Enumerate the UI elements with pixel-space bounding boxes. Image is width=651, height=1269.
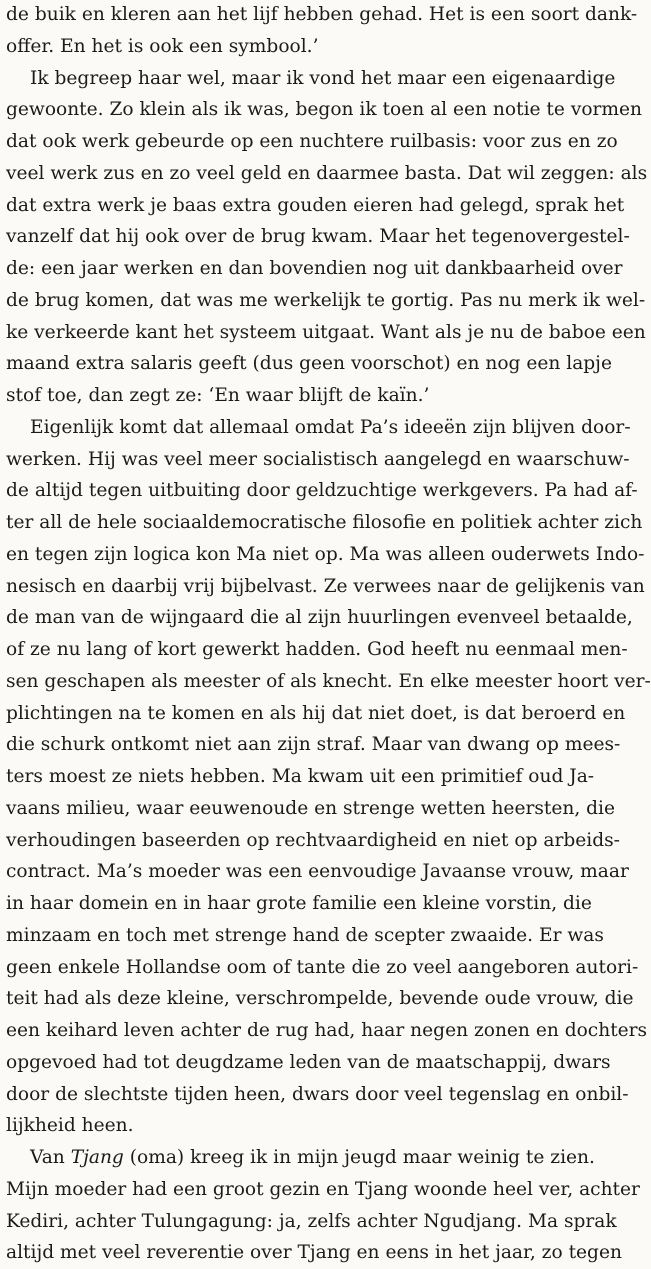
- text-line: sen geschapen als meester of als knecht. En elke meester hoort ver-: [6, 670, 651, 692]
- text-line: of ze nu lang of kort gewerkt hadden. God heeft nu eenmaal men-: [6, 639, 628, 660]
- text-line: de: een jaar werken en dan bovendien nog uit dankbaarheid over: [6, 258, 623, 279]
- text-line: Eigenlijk komt dat allemaal omdat Pa’s ideeën zijn blijven door-: [30, 416, 631, 438]
- text-line: nesisch en daarbij vrij bijbelvast. Ze verwees naar de gelijkenis van: [6, 575, 645, 597]
- text-line: dat extra werk je baas extra gouden eieren had gelegd, sprak het: [6, 194, 625, 216]
- text-line: ter all de hele sociaaldemocratische filosofie en politiek achter zich: [6, 512, 643, 533]
- book-page: [6, 0, 651, 1264]
- text-line: vaans milieu, waar eeuwenoude en strenge wetten heersten, die: [6, 797, 615, 819]
- text-line: veel werk zus en zo veel geld en daarmee basta. Dat wil zeggen: als: [6, 162, 648, 184]
- text-line: de brug komen, dat was me werkelijk te gortig. Pas nu merk ik wel-: [6, 289, 646, 311]
- italic-word: Tjang: [70, 1147, 124, 1168]
- text-line: geen enkele Hollandse oom of tante die zo veel aangeboren autori-: [6, 956, 639, 978]
- text-line: werken. Hij was veel meer socialistisch aangelegd en waarschuw-: [6, 448, 630, 470]
- text-line: die schurk ontkomt niet aan zijn straf. Maar van dwang op mees-: [6, 734, 621, 756]
- text-line: stof toe, dan zegt ze: ‘En waar blijft de kaïn.’: [6, 385, 430, 406]
- text-line: contract. Ma’s moeder was een eenvoudige Javaanse vrouw, maar: [6, 861, 629, 883]
- text-line: Mijn moeder had een groot gezin en Tjang woonde heel ver, achter: [6, 1178, 640, 1200]
- text-line: dat ook werk gebeurde op een nuchtere ruilbasis: voor zus en zo: [6, 131, 618, 152]
- text-line: een keihard leven achter de rug had, haar negen zonen en dochters: [6, 1020, 648, 1041]
- text-line: in haar domein en in haar grote familie een kleine vorstin, die: [6, 893, 592, 914]
- text-line: altijd met veel reverentie over Tjang en eens in het jaar, zo tegen: [6, 1242, 622, 1264]
- text-line: maand extra salaris geeft (dus geen voorschot) en nog een lapje: [6, 353, 612, 375]
- text-line: de altijd tegen uitbuiting door geldzuchtige werkgevers. Pa had af-: [6, 480, 638, 502]
- text-line: Ik begreep haar wel, maar ik vond het maar een eigenaardige: [30, 67, 616, 89]
- text-line: ters moest ze niets hebben. Ma kwam uit een primitief oud Ja-: [6, 766, 595, 787]
- text-line: vanzelf dat hij ook over de brug kwam. Maar het tegenovergestel-: [6, 226, 630, 248]
- text-line: minzaam en toch met strenge hand de scepter zwaaide. Er was: [6, 924, 604, 946]
- text-line: de man van de wijngaard die al zijn huurlingen evenveel betaalde,: [6, 607, 633, 629]
- text-line: [30, 1142, 648, 1174]
- text-fragment: Van: [30, 1147, 71, 1168]
- text-line: en tegen zijn logica kon Ma niet op. Ma was alleen ouderwets Indo-: [6, 543, 645, 565]
- text-line: Kediri, achter Tulungagung: ja, zelfs achter Ngudjang. Ma sprak: [6, 1210, 617, 1232]
- text-line: lijkheid heen.: [6, 1115, 134, 1137]
- text-line: verhoudingen baseerden op rechtvaardigheid en niet op arbeids-: [6, 829, 620, 851]
- text-line: de buik en kleren aan het lijf hebben gehad. Het is een soort dank-: [6, 4, 638, 25]
- text-line: offer. En het is ook een symbool.’: [6, 35, 319, 57]
- text-line: teit had als deze kleine, verschrompelde, bevende oude vrouw, die: [6, 988, 634, 1010]
- text-line: opgevoed had tot deugdzame leden van de maatschappij, dwars: [6, 1051, 611, 1073]
- text-fragment: (oma) kreeg ik in mijn jeugd maar weinig te zien.: [123, 1147, 595, 1168]
- text-line: gewoonte. Zo klein als ik was, begon ik toen al een notie te vormen: [6, 99, 643, 121]
- text-line: door de slechtste tijden heen, dwars door veel tegenslag en onbil-: [6, 1083, 629, 1105]
- text-line: plichtingen na te komen en als hij dat niet doet, is dat beroerd en: [6, 702, 626, 724]
- text-line: ke verkeerde kant het systeem uitgaat. Want als je nu de baboe een: [6, 321, 646, 343]
